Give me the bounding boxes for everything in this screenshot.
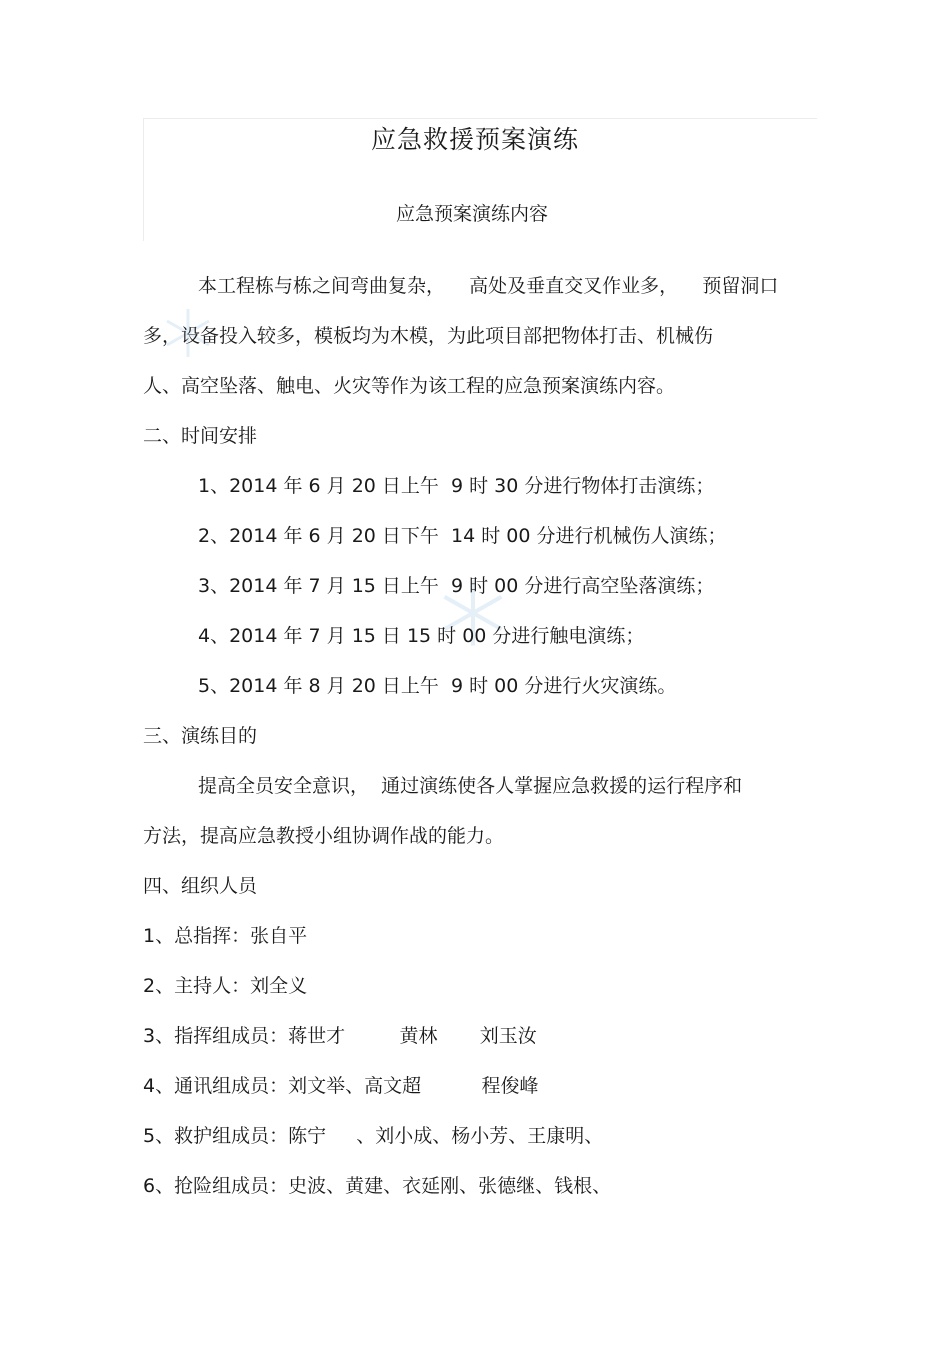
personnel-item: 1、总指挥：张自平 <box>143 925 308 947</box>
schedule-item: 5、2014 年 8 月 20 日上午 9 时 00 分进行火灾演练。 <box>198 675 677 697</box>
page-subtitle: 应急预案演练内容 <box>395 203 548 225</box>
personnel-item: 4、通讯组成员：刘文举、高文超 程俊峰 <box>143 1075 539 1097</box>
page-title: 应急救援预案演练 <box>370 125 579 154</box>
schedule-item: 1、2014 年 6 月 20 日上午 9 时 30 分进行物体打击演练； <box>198 475 715 497</box>
schedule-item: 4、2014 年 7 月 15 日 15 时 00 分进行触电演练； <box>198 625 645 647</box>
section-heading-schedule: 二、时间安排 <box>143 425 258 447</box>
purpose-line: 提高全员安全意识， 通过演练使各人掌握应急救援的运行程序和 <box>198 775 743 797</box>
personnel-item: 5、救护组成员：陈宁 、刘小成、杨小芳、王康明、 <box>143 1125 604 1147</box>
schedule-item: 3、2014 年 7 月 15 日上午 9 时 00 分进行高空坠落演练； <box>198 575 715 597</box>
intro-line: 多，设备投入较多，模板均为木模，为此项目部把物体打击、机械伤 <box>143 325 714 347</box>
personnel-item: 3、指挥组成员：蒋世才 黄林 刘玉汝 <box>143 1025 537 1047</box>
purpose-line: 方法，提高应急教授小组协调作战的能力。 <box>143 825 505 847</box>
section-heading-personnel: 四、组织人员 <box>143 875 258 897</box>
intro-line: 人、高空坠落、触电、火灾等作为该工程的应急预案演练内容。 <box>143 375 676 397</box>
personnel-item: 6、抢险组成员：史波、黄建、衣延刚、张德继、钱根、 <box>143 1175 612 1197</box>
section-heading-purpose: 三、演练目的 <box>143 725 258 747</box>
schedule-item: 2、2014 年 6 月 20 日下午 14 时 00 分进行机械伤人演练； <box>198 525 727 547</box>
personnel-item: 2、主持人：刘全义 <box>143 975 308 997</box>
intro-line: 本工程栋与栋之间弯曲复杂， 高处及垂直交叉作业多， 预留洞口 <box>198 275 779 297</box>
